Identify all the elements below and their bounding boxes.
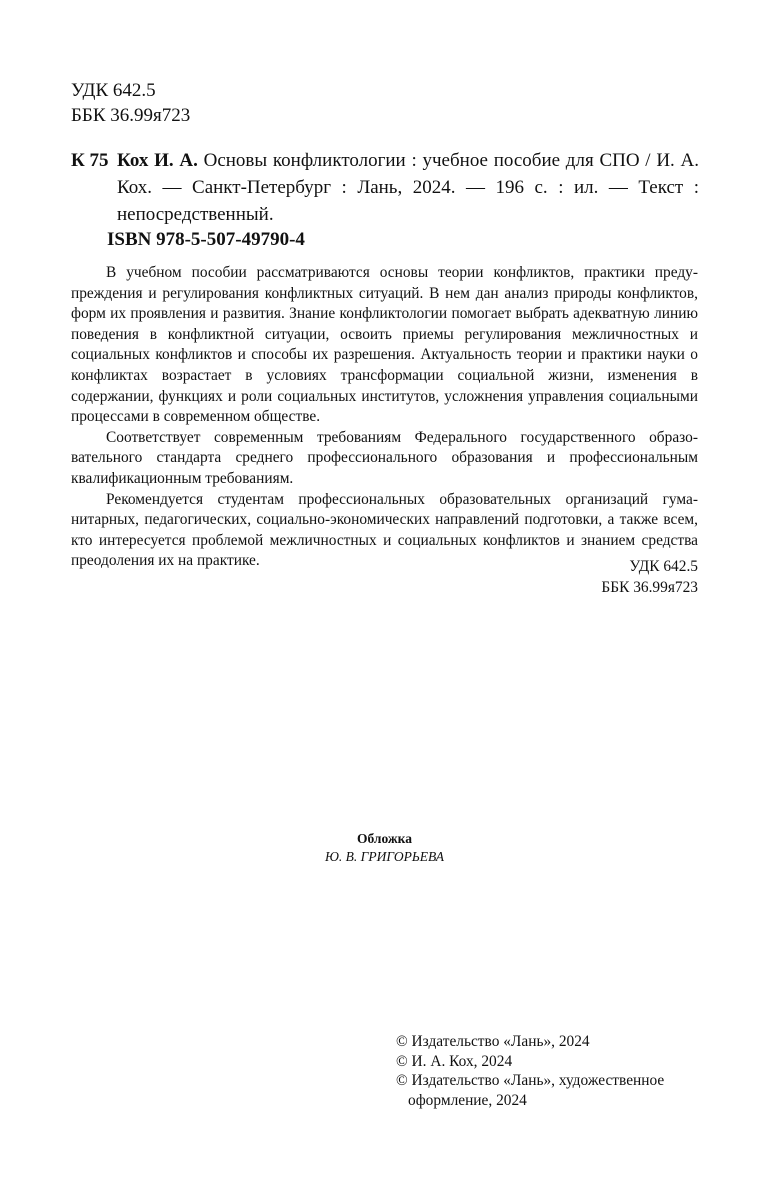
author-name: Кох И. А. (117, 150, 198, 171)
classification-header (71, 78, 190, 128)
copyright-line: © Издательство «Лань», 2024 (396, 1033, 590, 1050)
author-mark: К 75 (71, 150, 109, 171)
catalog-record (71, 147, 699, 228)
bibliographic-description (117, 147, 699, 228)
description-text: Основы конфликтологии : учебное пособие для СПО / И. А. Кох. — Санкт-Петербург : Лань, 2024. — 196 с. : ил. — Текст : непосредственный. (117, 150, 700, 225)
copyright-notice (396, 1032, 664, 1110)
copyright-line: © И. А. Кох, 2024 (396, 1052, 513, 1070)
classification-footer (601, 557, 698, 598)
abstract-paragraph: Рекомендуется студентам профессиональных образовательных организаций гуманитарных, педагогических, социально-экономических направлений подготовки, а также всем, кто интересуется проблемой межличностных и социальных конфликтов и знанием средства преодоления их на практике. (71, 490, 698, 570)
copyright-line: © Издательство «Лань», художественное (396, 1072, 665, 1089)
udk-code: УДК 642.5 (629, 558, 698, 575)
cover-designer: Ю. В. ГРИГОРЬЕВА (324, 849, 445, 864)
isbn: ISBN 978-5-507-49790-4 (107, 229, 305, 250)
abstract (71, 263, 698, 572)
bbk-code: ББК 36.99я723 (601, 578, 698, 596)
cover-credit (0, 830, 769, 866)
abstract-paragraph: Соответствует современным требованиям Федерального государственного образовательного стандарта среднего профессионального образования и профессиональным квалификационным требованиям. (71, 428, 698, 487)
abstract-paragraph: В учебном пособии рассматриваются основы теории конфликтов, практики предупреждения и регулирования конфликтных ситуаций. В нем дан анализ природы конфликтов, форм их проявления и развития. Знание конфликтологии помогает выбрать адекватную линию поведения в конфликтной ситуации, освоить приемы регулирования межличностных и социальных конфликтов и способы их разрешения. Актуальность теории и практики науки о конфликтах возрастает в условиях трансформации социальной жизни, изменения в содержании, функциях и роли социальных институтов, усложнения управления социальными процессами в современном обществе. (71, 264, 698, 426)
udk-code: УДК 642.5 (71, 80, 156, 101)
bbk-code: ББК 36.99я723 (71, 105, 191, 126)
cover-label: Обложка (356, 831, 412, 846)
copyright-line: оформление, 2024 (408, 1091, 527, 1109)
